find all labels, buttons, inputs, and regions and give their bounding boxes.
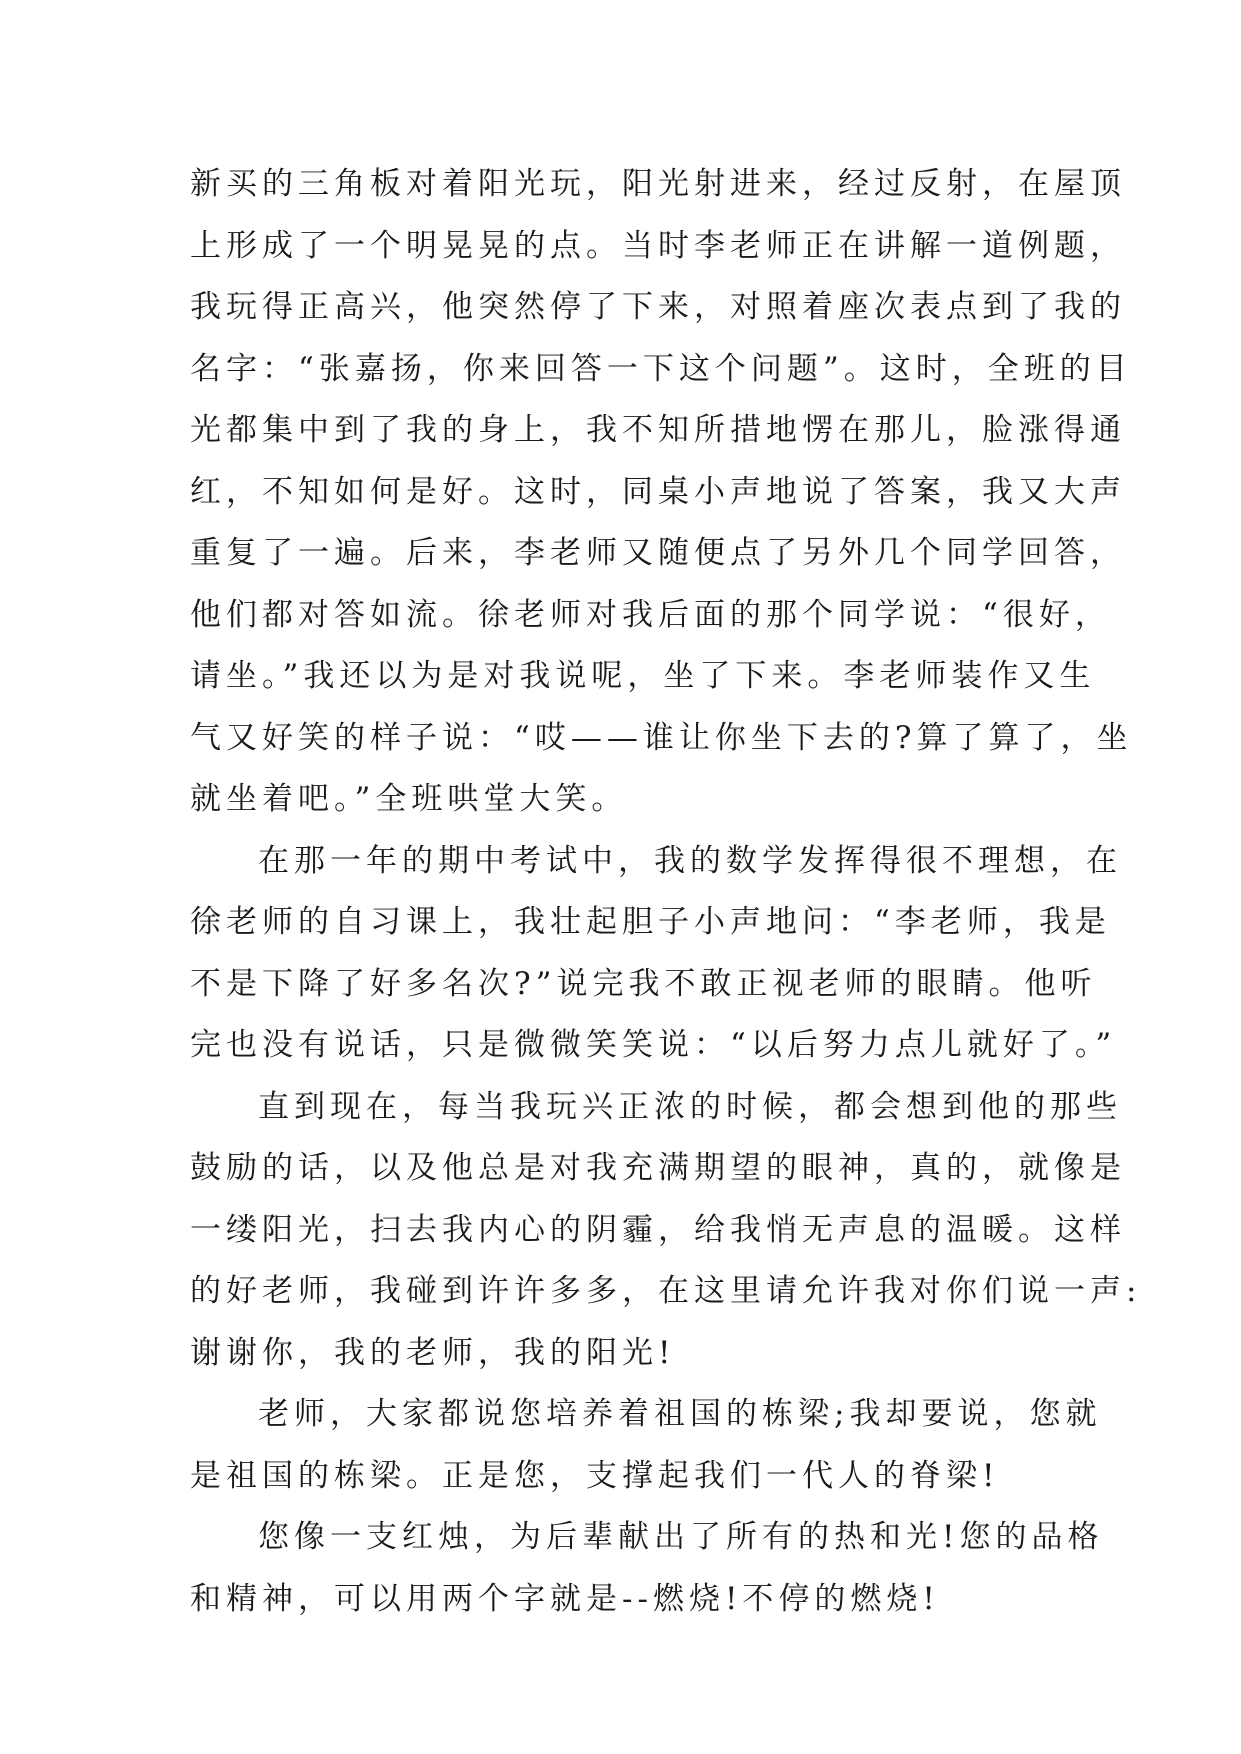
- text-line: 完也没有说话，只是微微笑笑说：“以后努力点儿就好了。”: [190, 1027, 1117, 1063]
- text-line: 上形成了一个明晃晃的点。当时李老师正在讲解一道例题，: [190, 227, 1126, 264]
- text-line: 我玩得正高兴，他突然停了下来，对照着座次表点到了我的: [190, 289, 1126, 325]
- paragraph-1: [190, 154, 1133, 831]
- paragraph-3: [190, 1077, 1142, 1385]
- document-body: [190, 154, 1142, 1630]
- text-line: 谢谢你，我的老师，我的阳光!: [190, 1334, 676, 1371]
- text-line: 新买的三角板对着阳光玩，阳光射进来，经过反射，在屋顶: [190, 166, 1126, 202]
- text-line: 红，不知如何是好。这时，同桌小声地说了答案，我又大声: [190, 473, 1126, 510]
- text-line: 在那一年的期中考试中，我的数学发挥得很不理想，在: [258, 842, 1122, 879]
- text-line: 不是下降了好多名次?”说完我不敢正视老师的眼睛。他听: [190, 965, 1097, 1002]
- text-line: 气又好笑的样子说：“哎——谁让你坐下去的?算了算了，坐: [190, 719, 1133, 756]
- paragraph-4: [190, 1384, 1102, 1507]
- text-line: 请坐。”我还以为是对我说呢，坐了下来。李老师装作又生: [190, 658, 1096, 694]
- text-line: 一缕阳光，扫去我内心的阴霾，给我悄无声息的温暖。这样: [190, 1211, 1126, 1248]
- text-line: 他们都对答如流。徐老师对我后面的那个同学说：“很好，: [190, 596, 1111, 633]
- text-line: 您像一支红烛，为后辈献出了所有的热和光!您的品格: [258, 1519, 1104, 1555]
- paragraph-5: [190, 1507, 1104, 1630]
- text-line: 重复了一遍。后来，李老师又随便点了另外几个同学回答，: [190, 535, 1126, 571]
- text-line: 老师，大家都说您培养着祖国的栋梁;我却要说，您就: [258, 1396, 1102, 1432]
- text-line: 名字：“张嘉扬，你来回答一下这个问题”。这时，全班的目: [190, 350, 1132, 387]
- text-line: 就坐着吧。”全班哄堂大笑。: [190, 781, 628, 817]
- text-line: 是祖国的栋梁。正是您，支撑起我们一代人的脊梁!: [190, 1457, 1000, 1494]
- text-line: 光都集中到了我的身上，我不知所措地愣在那儿，脸涨得通: [190, 412, 1126, 448]
- text-line: 的好老师，我碰到许许多多，在这里请允许我对你们说一声:: [190, 1273, 1142, 1309]
- paragraph-2: [190, 831, 1122, 1077]
- text-line: 直到现在，每当我玩兴正浓的时候，都会想到他的那些: [258, 1088, 1122, 1125]
- text-line: 和精神，可以用两个字就是--燃烧!不停的燃烧!: [190, 1580, 940, 1617]
- text-line: 徐老师的自习课上，我壮起胆子小声地问：“李老师，我是: [190, 904, 1111, 940]
- text-line: 鼓励的话，以及他总是对我充满期望的眼神，真的，就像是: [190, 1150, 1126, 1186]
